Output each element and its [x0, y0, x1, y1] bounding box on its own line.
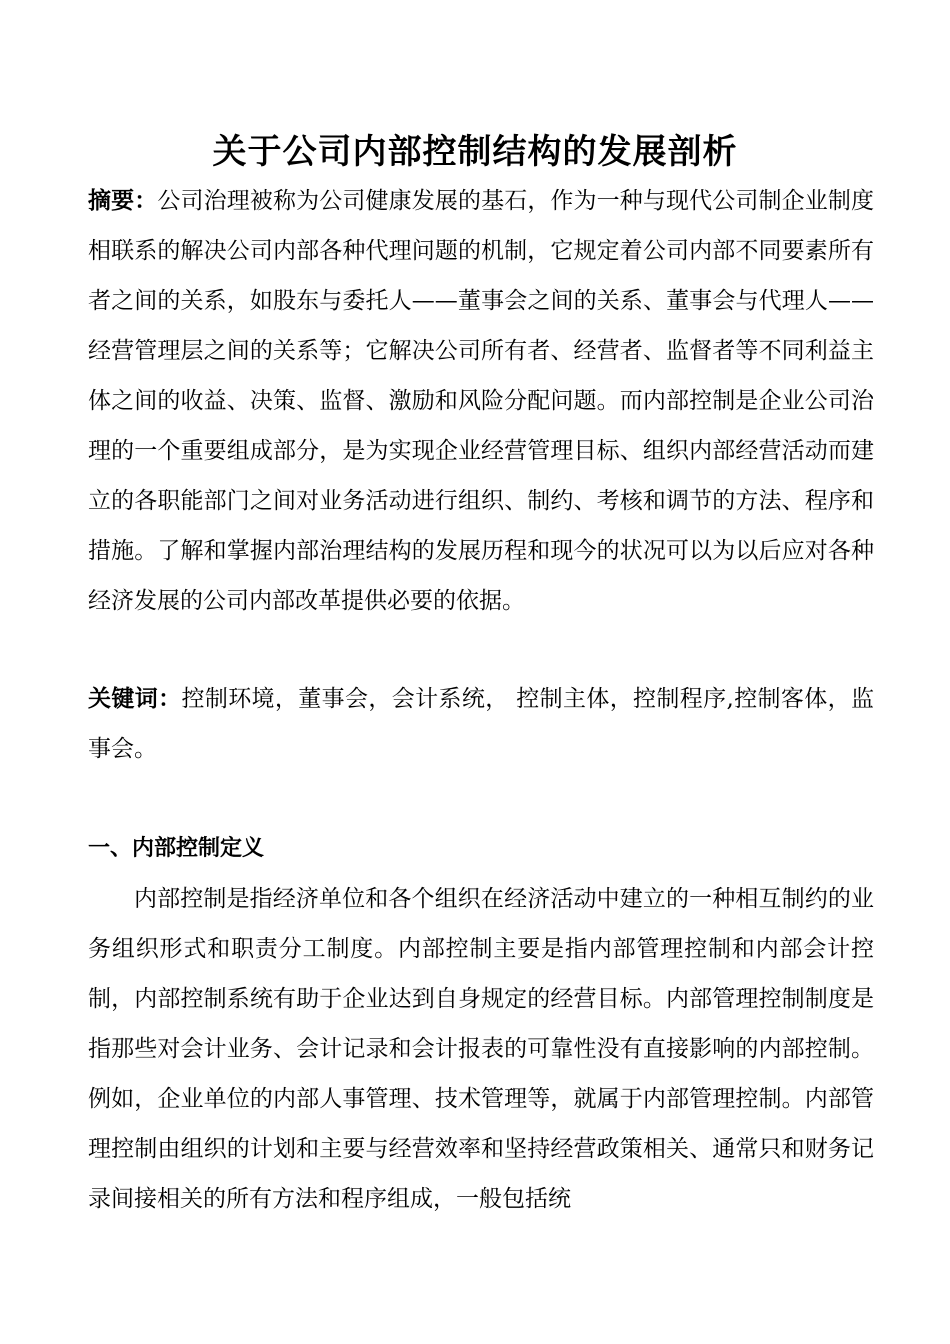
abstract-text: 公司治理被称为公司健康发展的基石，作为一种与现代公司制企业制度相联系的解决公司内部各种代理问题的机制，它规定着公司内部不同要素所有者之间的关系，如股东与委托人——董事会之间的关系、董事会与代理人——经营管理层之间的关系等；它解决公司所有者、经营者、监督者等不同利益主体之间的收益、决策、监督、激励和风险分配问题。而内部控制是企业公司治理的一个重要组成部分，是为实现企业经营管理目标、组织内部经营活动而建立的各职能部门之间对业务活动进行组织、制约、考核和调节的方法、程序和措施。了解和掌握内部治理结构的发展历程和现今的状况可以为以后应对各种经济发展的公司内部改革提供必要的依据。: [88, 188, 875, 614]
keywords-label: 关键词：: [88, 686, 182, 712]
keywords-text: 控制环境，董事会，会计系统， 控制主体，控制程序,控制客体，监事会。: [88, 686, 875, 762]
document-title: 关于公司内部控制结构的发展剖析: [212, 132, 738, 172]
abstract-label: 摘要：: [88, 188, 158, 214]
abstract-paragraph: [88, 176, 874, 626]
section-paragraph: 内部控制是指经济单位和各个组织在经济活动中建立的一种相互制约的业务组织形式和职责分工制度。内部控制主要是指内部管理控制和内部会计控制，内部控制系统有助于企业达到自身规定的经营目标。内部管理控制制度是指那些对会计业务、会计记录和会计报表的可靠性没有直接影响的内部控制。例如，企业单位的内部人事管理、技术管理等，就属于内部管理控制。内部管理控制由组织的计划和主要与经营效率和坚持经营政策相关、通常只和财务记录间接相关的所有方法和程序组成，一般包括统: [88, 886, 874, 1212]
section-heading: 一、内部控制定义: [88, 836, 265, 861]
keywords-paragraph: [88, 674, 874, 774]
